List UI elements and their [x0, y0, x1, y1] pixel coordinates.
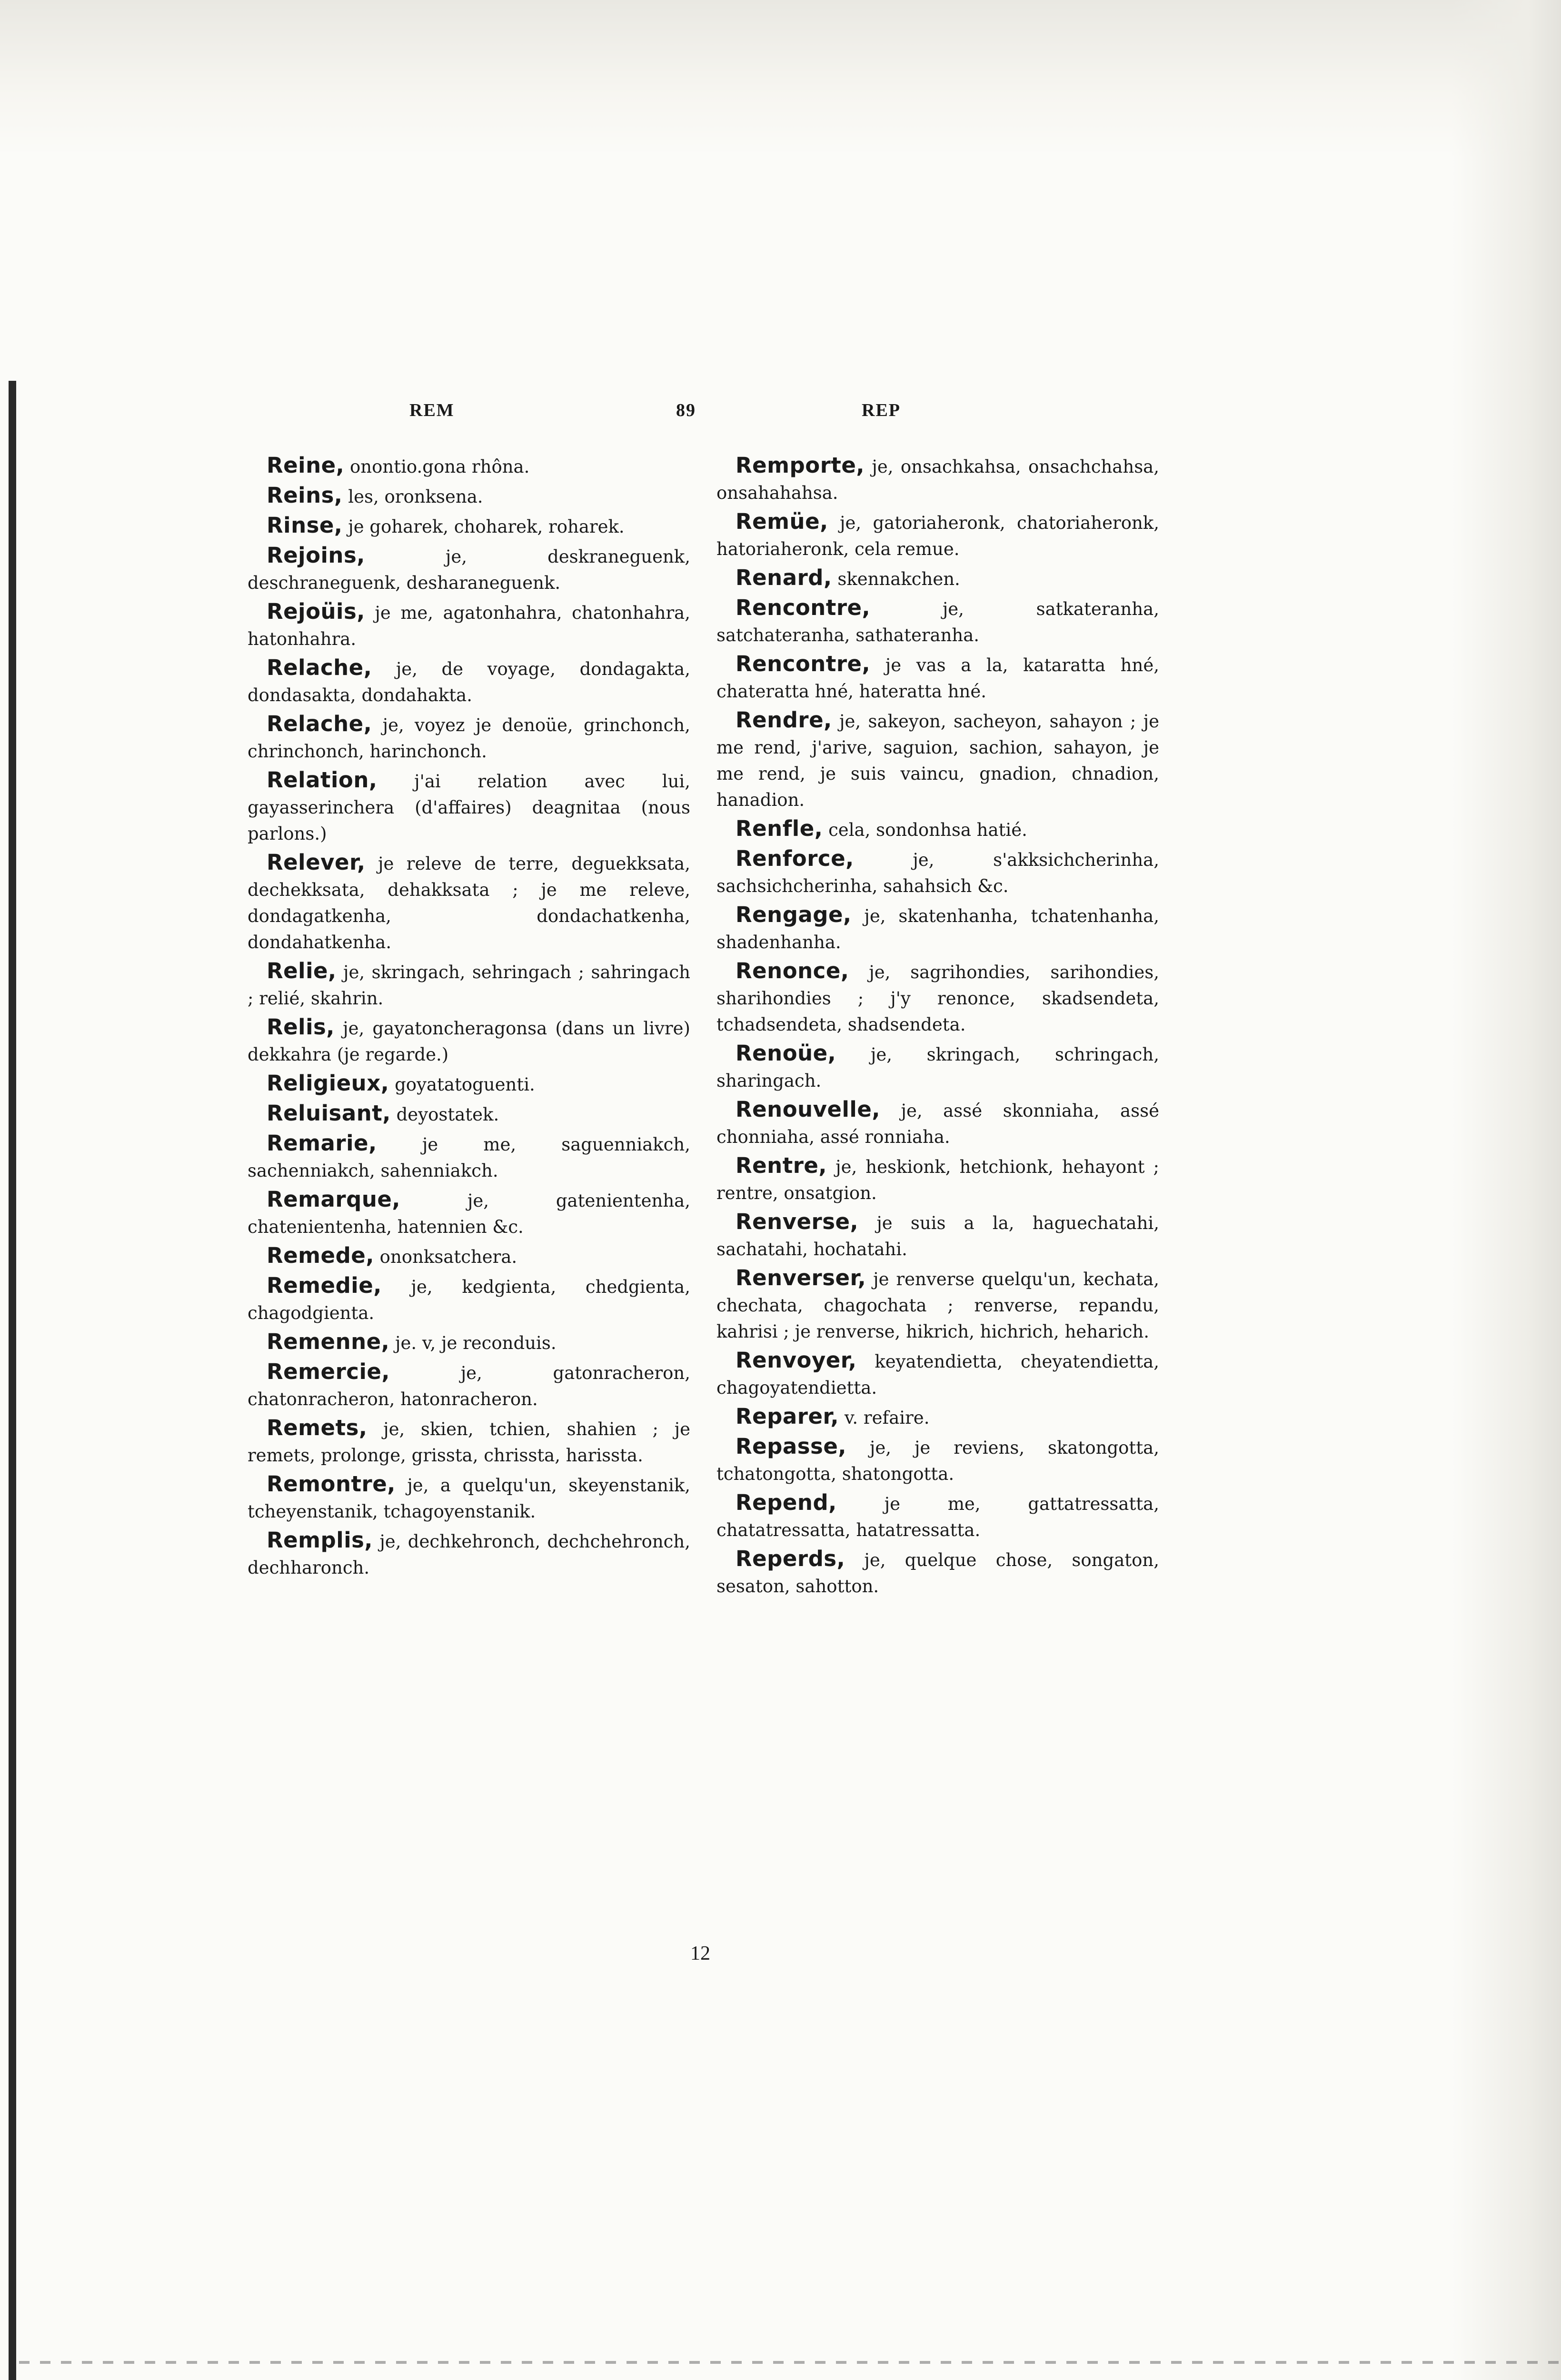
dictionary-entry — [248, 849, 690, 955]
entry-headword: Relache, — [267, 655, 372, 680]
entry-definition: je, de voyage, dondagakta, dondasakta, dondahakta. — [248, 659, 690, 705]
entry-headword: Remüe, — [736, 509, 828, 534]
dictionary-entry — [716, 845, 1159, 899]
entry-definition: je, skatenhanha, tchatenhanha, shadenhanha. — [716, 906, 1159, 952]
entry-definition: je, gatoriaheronk, chatoriaheronk, hatoriaheronk, cela remue. — [716, 513, 1159, 559]
dictionary-entry — [248, 711, 690, 764]
entry-headword: Reine, — [267, 453, 345, 478]
entry-headword: Renard, — [736, 565, 832, 590]
entry-headword: Renouvelle, — [736, 1097, 880, 1122]
entry-definition: goyatatoguenti. — [389, 1074, 535, 1095]
entry-headword: Remede, — [267, 1243, 374, 1268]
dictionary-entry — [716, 707, 1159, 813]
entry-headword: Reluisant, — [267, 1101, 391, 1126]
entry-headword: Renverse, — [736, 1209, 859, 1234]
entry-headword: Repend, — [736, 1490, 837, 1515]
entry-headword: Reins, — [267, 483, 343, 508]
entry-definition: je, quelque chose, songaton, sesaton, sahotton. — [716, 1550, 1159, 1597]
entry-headword: Rejoins, — [267, 543, 365, 568]
entry-definition: je, dechkehronch, dechchehronch, dechharonch. — [248, 1531, 690, 1578]
dictionary-entry — [248, 542, 690, 596]
dictionary-entry — [716, 1546, 1159, 1599]
entry-headword: Remedie, — [267, 1273, 382, 1298]
entry-definition: je, gatonracheron, chatonracheron, hatonracheron. — [248, 1363, 690, 1409]
entry-headword: Renforce, — [736, 846, 854, 871]
dictionary-entry — [716, 902, 1159, 955]
entry-headword: Renvoyer, — [736, 1348, 857, 1373]
dictionary-entry — [716, 565, 1159, 592]
entry-definition: je, je reviens, skatongotta, tchatongotta, shatongotta. — [716, 1438, 1159, 1484]
entry-definition: deyostatek. — [390, 1104, 499, 1125]
dictionary-entry — [248, 452, 690, 480]
entry-headword: Remplis, — [267, 1527, 373, 1553]
entry-definition: je, kedgienta, chedgienta, chagodgienta. — [248, 1277, 690, 1323]
entry-definition: je, sakeyon, sacheyon, sahayon ; je me rend, j'arive, saguion, sachion, sahayon, je me rend, je suis vaincu, gnadion, chnadion, hanadion. — [716, 711, 1159, 810]
header-left-guide-word: REM — [409, 400, 455, 420]
entry-headword: Rencontre, — [736, 595, 871, 620]
entry-definition: je, sagrihondies, sarihondies, sharihondies ; j'y renonce, skadsendeta, tchadsendeta, shadsendeta. — [716, 962, 1159, 1035]
entry-headword: Reparer, — [736, 1404, 839, 1429]
entry-headword: Relation, — [267, 767, 378, 793]
entry-headword: Rentre, — [736, 1153, 827, 1178]
entry-headword: Renonce, — [736, 958, 849, 983]
dictionary-entry — [716, 651, 1159, 704]
entry-definition: je me, saguenniakch, sachenniakch, sahenniakch. — [248, 1134, 690, 1181]
dictionary-entry — [248, 1070, 690, 1098]
entry-headword: Rejoüis, — [267, 599, 365, 624]
entry-headword: Repasse, — [736, 1434, 846, 1459]
entry-headword: Rinse, — [267, 513, 343, 538]
right-column — [716, 452, 1159, 1602]
entry-definition: skennakchen. — [832, 569, 960, 589]
entry-headword: Remets, — [267, 1415, 368, 1440]
entry-headword: Relache, — [267, 711, 372, 736]
dictionary-entry — [248, 482, 690, 510]
entry-headword: Relis, — [267, 1014, 335, 1040]
entry-definition: les, oronksena. — [342, 486, 483, 507]
entry-definition: je vas a la, kataratta hné, chateratta hné, hateratta hné. — [716, 655, 1159, 702]
entry-definition: je, skringach, schringach, sharingach. — [716, 1044, 1159, 1091]
entry-definition: je. v, je reconduis. — [389, 1333, 557, 1353]
dictionary-entry — [248, 512, 690, 540]
entry-definition: cela, sondonhsa hatié. — [823, 820, 1027, 840]
entry-definition: je, skien, tchien, shahien ; je remets, prolonge, grissta, chrissta, harissta. — [248, 1419, 690, 1466]
entry-headword: Remarque, — [267, 1187, 400, 1212]
dictionary-entry — [716, 1403, 1159, 1431]
entry-headword: Rencontre, — [736, 651, 871, 676]
entry-definition: je, gatenientenha, chatenientenha, hatennien &c. — [248, 1190, 690, 1237]
dictionary-entry — [248, 1100, 690, 1128]
entry-headword: Reperds, — [736, 1546, 845, 1571]
entry-definition: j'ai relation avec lui, gayasserinchera (d'affaires) deagnitaa (nous parlons.) — [248, 771, 690, 844]
dictionary-entry — [716, 595, 1159, 648]
entry-definition: je, skringach, sehringach ; sahringach ; relié, skahrin. — [248, 962, 690, 1009]
entry-headword: Rendre, — [736, 707, 832, 733]
entry-headword: Rengage, — [736, 902, 852, 927]
dictionary-entry — [716, 1265, 1159, 1345]
scan-edge-top — [0, 0, 1561, 157]
entry-definition: v. refaire. — [839, 1408, 930, 1428]
entry-definition: je, onsachkahsa, onsachchahsa, onsahahahsa. — [716, 456, 1159, 503]
dictionary-entry — [248, 1272, 690, 1326]
entry-headword: Relie, — [267, 958, 337, 983]
entry-definition: keyatendietta, cheyatendietta, chagoyatendietta. — [716, 1351, 1159, 1398]
dictionary-entry — [248, 654, 690, 708]
dictionary-entry — [248, 1329, 690, 1356]
entry-definition: je me, gattatressatta, chatatressatta, hatatressatta. — [716, 1494, 1159, 1540]
entry-definition: je, s'akksichcherinha, sachsichcherinha, sahahsich &c. — [716, 850, 1159, 896]
entry-definition: je, deskraneguenk, deschraneguenk, desharaneguenk. — [248, 546, 690, 593]
entry-definition: je suis a la, haguechatahi, sachatahi, hochatahi. — [716, 1213, 1159, 1259]
entry-definition: je, gayatoncheragonsa (dans un livre) dekkahra (je regarde.) — [248, 1018, 690, 1065]
entry-headword: Remontre, — [267, 1471, 396, 1497]
entry-definition: ononksatchera. — [374, 1247, 517, 1267]
dictionary-entry — [716, 1209, 1159, 1262]
entry-definition: je releve de terre, deguekksata, dechekksata, dehakksata ; je me releve, dondagatkenha, dondachatkenha, dondahatkenha. — [248, 853, 690, 952]
running-header — [248, 400, 1181, 433]
dictionary-entry — [248, 598, 690, 652]
entry-definition: je, heskionk, hetchionk, hehayont ; rentre, onsatgion. — [716, 1157, 1159, 1203]
entry-headword: Relever, — [267, 850, 366, 875]
dictionary-entry — [716, 508, 1159, 562]
dictionary-entry — [716, 958, 1159, 1038]
entry-headword: Remercie, — [267, 1359, 390, 1384]
scan-edge-right — [1452, 0, 1561, 2380]
dictionary-entry — [716, 1152, 1159, 1206]
dictionary-entry — [716, 1433, 1159, 1487]
entry-definition: onontio.gona rhôna. — [344, 456, 530, 477]
page-bottom-edge — [19, 2361, 1561, 2364]
signature-mark: 12 — [690, 1943, 710, 1964]
dictionary-entry — [248, 1415, 690, 1468]
entry-definition: je, assé skonniaha, assé chonniaha, assé ronniaha. — [716, 1101, 1159, 1147]
entry-headword: Remarie, — [267, 1130, 377, 1156]
dictionary-entry — [248, 1014, 690, 1068]
entry-headword: Renverser, — [736, 1265, 866, 1290]
header-right-guide-word: REP — [862, 400, 901, 420]
entry-definition: je, a quelqu'un, skeyenstanik, tcheyenstanik, tchagoyenstanik. — [248, 1475, 690, 1522]
entry-definition: je, satkateranha, satchateranha, sathateranha. — [716, 599, 1159, 645]
dictionary-entry — [248, 1130, 690, 1184]
dictionary-entry — [716, 452, 1159, 506]
dictionary-entry — [716, 1489, 1159, 1543]
entry-headword: Remenne, — [267, 1329, 390, 1354]
dictionary-entry — [248, 958, 690, 1012]
entry-headword: Religieux, — [267, 1071, 389, 1096]
entry-headword: Remporte, — [736, 453, 865, 478]
left-column — [248, 452, 690, 1583]
dictionary-entry — [248, 1527, 690, 1581]
dictionary-entry — [248, 1359, 690, 1412]
dictionary-entry — [716, 1347, 1159, 1401]
page-binding-edge — [9, 381, 16, 2380]
entry-headword: Renoüe, — [736, 1041, 836, 1066]
dictionary-entry — [248, 767, 690, 847]
entry-definition: je goharek, choharek, roharek. — [342, 516, 625, 537]
entry-definition: je renverse quelqu'un, kechata, chechata, chagochata ; renverse, repandu, kahrisi ; je renverse, hikrich, hichrich, heharich. — [716, 1269, 1159, 1342]
dictionary-entry — [716, 815, 1159, 843]
dictionary-entry — [716, 1096, 1159, 1150]
dictionary-entry — [248, 1242, 690, 1270]
entry-headword: Renfle, — [736, 816, 823, 841]
dictionary-entry — [248, 1471, 690, 1525]
entry-definition: je me, agatonhahra, chatonhahra, hatonhahra. — [248, 603, 690, 649]
page-number: 89 — [676, 400, 696, 420]
entry-definition: je, voyez je denoüe, grinchonch, chrinchonch, harinchonch. — [248, 715, 690, 762]
dictionary-entry — [248, 1186, 690, 1240]
dictionary-entry — [716, 1040, 1159, 1094]
